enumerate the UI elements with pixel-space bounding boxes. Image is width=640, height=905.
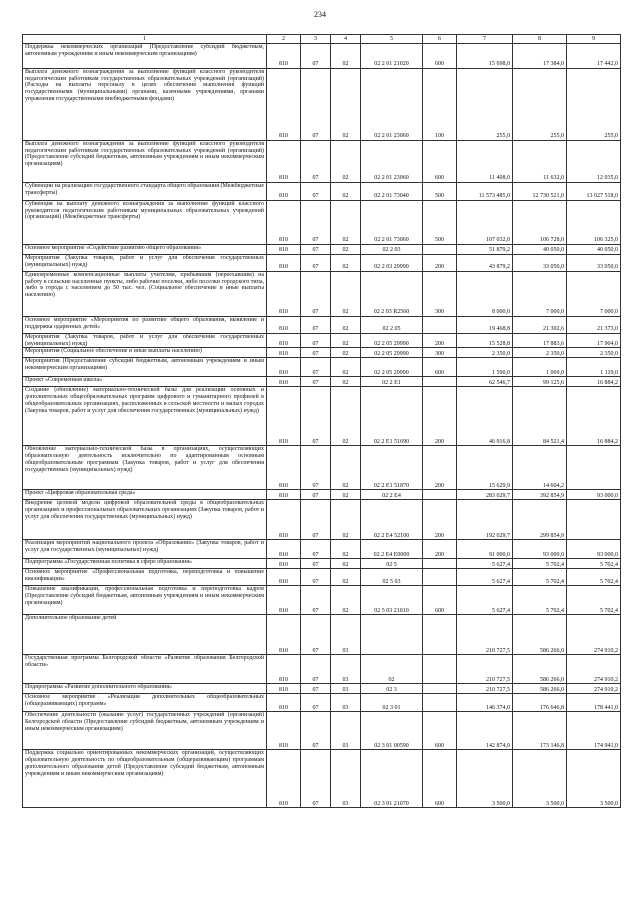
row-cell-c9: 16 884,2 bbox=[567, 387, 621, 446]
row-cell-c9: 5 702,4 bbox=[567, 569, 621, 586]
column-header: 5 bbox=[361, 35, 423, 44]
row-cell-c5: 02 2 05 bbox=[361, 317, 423, 334]
page-number: 234 bbox=[314, 10, 326, 19]
row-cell-c5: 02 2 E1 bbox=[361, 377, 423, 387]
row-cell-c7: 8 000,0 bbox=[457, 272, 513, 317]
row-cell-c6: 200 bbox=[423, 500, 457, 540]
row-cell-c3: 07 bbox=[301, 358, 331, 377]
table-row bbox=[23, 358, 621, 377]
row-cell-c8: 392 854,9 bbox=[513, 490, 567, 500]
row-cell-c7: 1 590,0 bbox=[457, 358, 513, 377]
row-cell-c2: 810 bbox=[267, 141, 301, 183]
row-description: Субвенция на выплату денежного вознаграждения за выполнение функций классного руководителя педагогическим работникам муниципальных образовательных учреждений (организаций) (Межбюджетные трансферты) bbox=[23, 201, 267, 245]
row-description: Государственная программа Белгородской области «Развитие образования Белгородской области» bbox=[23, 655, 267, 684]
row-cell-c3: 07 bbox=[301, 272, 331, 317]
row-cell-c8: 33 050,0 bbox=[513, 255, 567, 272]
row-cell-c8: 93 000,0 bbox=[513, 540, 567, 559]
row-cell-c9: 3 500,0 bbox=[567, 750, 621, 808]
row-cell-c7: 5 627,4 bbox=[457, 559, 513, 569]
table-row bbox=[23, 446, 621, 490]
row-cell-c4: 03 bbox=[331, 655, 361, 684]
row-cell-c5 bbox=[361, 615, 423, 655]
row-cell-c8: 586 266,0 bbox=[513, 684, 567, 694]
row-cell-c9: 255,0 bbox=[567, 69, 621, 141]
row-cell-c2: 810 bbox=[267, 334, 301, 348]
row-cell-c6: 300 bbox=[423, 272, 457, 317]
row-cell-c6: 600 bbox=[423, 141, 457, 183]
row-cell-c3: 07 bbox=[301, 712, 331, 750]
row-cell-c2: 810 bbox=[267, 245, 301, 255]
table-row bbox=[23, 334, 621, 348]
row-cell-c8: 299 854,9 bbox=[513, 500, 567, 540]
row-cell-c7: 146 374,0 bbox=[457, 694, 513, 712]
row-cell-c4: 03 bbox=[331, 615, 361, 655]
column-header: 6 bbox=[423, 35, 457, 44]
row-cell-c7: 91 000,0 bbox=[457, 540, 513, 559]
row-cell-c5: 02 2 01 73060 bbox=[361, 201, 423, 245]
budget-table bbox=[22, 34, 621, 808]
row-cell-c6 bbox=[423, 684, 457, 694]
row-cell-c5: 02 2 05 29990 bbox=[361, 334, 423, 348]
row-cell-c3: 07 bbox=[301, 387, 331, 446]
row-cell-c8: 14 604,2 bbox=[513, 446, 567, 490]
row-cell-c6 bbox=[423, 245, 457, 255]
row-cell-c6: 600 bbox=[423, 358, 457, 377]
row-cell-c6: 600 bbox=[423, 712, 457, 750]
row-cell-c9: 12 035,0 bbox=[567, 141, 621, 183]
row-cell-c3: 07 bbox=[301, 559, 331, 569]
row-cell-c4: 02 bbox=[331, 334, 361, 348]
row-cell-c3: 07 bbox=[301, 540, 331, 559]
row-cell-c4: 02 bbox=[331, 559, 361, 569]
row-cell-c2: 810 bbox=[267, 377, 301, 387]
row-cell-c2: 810 bbox=[267, 44, 301, 69]
row-cell-c9: 17 904,0 bbox=[567, 334, 621, 348]
row-cell-c6: 500 bbox=[423, 183, 457, 201]
row-cell-c4: 02 bbox=[331, 586, 361, 615]
row-cell-c3: 07 bbox=[301, 569, 331, 586]
row-cell-c3: 07 bbox=[301, 69, 331, 141]
row-cell-c2: 810 bbox=[267, 387, 301, 446]
row-cell-c9: 40 050,0 bbox=[567, 245, 621, 255]
row-description: Обновление материально-технической базы в организациях, осуществляющих образовательную деятельность исключительно по адаптированным основным общеобразовательным программам (Закупка товаров, работ и услуг для обеспечения государственных (муниципальных) нужд) bbox=[23, 446, 267, 490]
row-cell-c3: 07 bbox=[301, 490, 331, 500]
table-row bbox=[23, 586, 621, 615]
row-cell-c8: 3 500,0 bbox=[513, 750, 567, 808]
row-cell-c3: 07 bbox=[301, 750, 331, 808]
row-description: Мероприятия (Закупка товаров, работ и услуг для обеспечения государственных (муниципальных) нужд) bbox=[23, 334, 267, 348]
row-cell-c3: 07 bbox=[301, 317, 331, 334]
row-cell-c8: 586 266,0 bbox=[513, 655, 567, 684]
row-cell-c3: 07 bbox=[301, 377, 331, 387]
row-cell-c3: 07 bbox=[301, 500, 331, 540]
row-cell-c2: 810 bbox=[267, 684, 301, 694]
row-cell-c5: 02 3 bbox=[361, 684, 423, 694]
row-cell-c5: 02 2 E4 E0000 bbox=[361, 540, 423, 559]
row-cell-c4: 02 bbox=[331, 358, 361, 377]
row-cell-c3: 07 bbox=[301, 334, 331, 348]
row-cell-c4: 02 bbox=[331, 44, 361, 69]
column-header: 2 bbox=[267, 35, 301, 44]
row-cell-c7: 3 500,0 bbox=[457, 750, 513, 808]
row-cell-c8: 2 350,0 bbox=[513, 348, 567, 358]
row-cell-c7: 15 629,9 bbox=[457, 446, 513, 490]
row-cell-c6: 600 bbox=[423, 586, 457, 615]
row-cell-c5: 02 3 01 bbox=[361, 694, 423, 712]
row-cell-c4: 03 bbox=[331, 684, 361, 694]
row-cell-c4: 02 bbox=[331, 245, 361, 255]
row-cell-c9: 2 350,0 bbox=[567, 348, 621, 358]
row-cell-c3: 07 bbox=[301, 141, 331, 183]
row-cell-c8: 21 302,6 bbox=[513, 317, 567, 334]
row-cell-c7: 210 727,5 bbox=[457, 684, 513, 694]
row-cell-c7: 192 029,7 bbox=[457, 500, 513, 540]
row-cell-c7: 19 468,8 bbox=[457, 317, 513, 334]
row-cell-c6 bbox=[423, 377, 457, 387]
row-cell-c9: 274 910,2 bbox=[567, 615, 621, 655]
row-description: Выплата денежного вознаграждения за выполнение функций классного руководителя педагогическим работникам государственных образовательных учреждений (организаций) (Предоставление субсидий бюджетным, автономным учреждениям и иным некоммерческим организациям) bbox=[23, 141, 267, 183]
row-cell-c5: 02 bbox=[361, 655, 423, 684]
row-cell-c2: 810 bbox=[267, 655, 301, 684]
row-cell-c9: 174 941,0 bbox=[567, 712, 621, 750]
row-cell-c7: 11 573 485,0 bbox=[457, 183, 513, 201]
row-cell-c8: 586 266,0 bbox=[513, 615, 567, 655]
row-cell-c7: 51 879,2 bbox=[457, 245, 513, 255]
row-cell-c4: 02 bbox=[331, 183, 361, 201]
table-row bbox=[23, 201, 621, 245]
table-row bbox=[23, 684, 621, 694]
row-cell-c8: 106 728,0 bbox=[513, 201, 567, 245]
table-row bbox=[23, 712, 621, 750]
row-cell-c3: 07 bbox=[301, 255, 331, 272]
row-cell-c6: 200 bbox=[423, 255, 457, 272]
row-cell-c5: 02 3 01 21070 bbox=[361, 750, 423, 808]
row-cell-c6: 600 bbox=[423, 44, 457, 69]
table-row bbox=[23, 387, 621, 446]
row-cell-c9: 21 373,0 bbox=[567, 317, 621, 334]
row-cell-c9: 5 702,4 bbox=[567, 586, 621, 615]
row-cell-c4: 02 bbox=[331, 569, 361, 586]
row-description: Единовременные компенсационные выплаты учителям, прибывшим (переехавшим) на работу в сельские населенные пункты, либо рабочие поселки, либо поселки городского типа, либо в города с населением до 50 тыс. чел. (Социальное обеспечение и иные выплаты населению) bbox=[23, 272, 267, 317]
row-cell-c5: 02 2 03 29990 bbox=[361, 255, 423, 272]
row-cell-c8: 176 646,8 bbox=[513, 694, 567, 712]
row-cell-c4: 03 bbox=[331, 694, 361, 712]
table-row bbox=[23, 272, 621, 317]
table-row bbox=[23, 490, 621, 500]
row-cell-c6: 200 bbox=[423, 540, 457, 559]
row-cell-c6 bbox=[423, 615, 457, 655]
row-cell-c5: 02 2 01 21020 bbox=[361, 44, 423, 69]
row-cell-c3: 07 bbox=[301, 44, 331, 69]
row-description: Основное мероприятие «Содействие развитию общего образования» bbox=[23, 245, 267, 255]
row-cell-c4: 03 bbox=[331, 712, 361, 750]
row-cell-c8: 7 000,0 bbox=[513, 272, 567, 317]
row-cell-c5: 02 2 01 23060 bbox=[361, 69, 423, 141]
row-cell-c3: 07 bbox=[301, 183, 331, 201]
row-cell-c2: 810 bbox=[267, 69, 301, 141]
row-cell-c7: 46 916,8 bbox=[457, 387, 513, 446]
row-cell-c2: 810 bbox=[267, 255, 301, 272]
row-cell-c9: 93 000,0 bbox=[567, 490, 621, 500]
table-row bbox=[23, 44, 621, 69]
row-cell-c6: 600 bbox=[423, 750, 457, 808]
row-cell-c9 bbox=[567, 446, 621, 490]
row-cell-c9: 5 702,4 bbox=[567, 559, 621, 569]
row-cell-c4: 02 bbox=[331, 446, 361, 490]
row-cell-c2: 810 bbox=[267, 540, 301, 559]
row-cell-c7: 107 032,0 bbox=[457, 201, 513, 245]
row-cell-c4: 03 bbox=[331, 750, 361, 808]
row-cell-c7: 62 546,7 bbox=[457, 377, 513, 387]
table-row bbox=[23, 69, 621, 141]
row-cell-c5: 02 2 E1 51690 bbox=[361, 387, 423, 446]
row-cell-c4: 02 bbox=[331, 500, 361, 540]
row-description: Мероприятия (Предоставление субсидий бюджетным, автономным учреждениям и иным некоммерческим организациям) bbox=[23, 358, 267, 377]
row-cell-c6 bbox=[423, 559, 457, 569]
row-description: Мероприятия (Социальное обеспечение и иные выплаты населению) bbox=[23, 348, 267, 358]
row-description: Дополнительное образование детей bbox=[23, 615, 267, 655]
row-cell-c9: 274 910,2 bbox=[567, 655, 621, 684]
row-cell-c7: 43 879,2 bbox=[457, 255, 513, 272]
row-cell-c4: 02 bbox=[331, 540, 361, 559]
row-cell-c6: 100 bbox=[423, 69, 457, 141]
row-cell-c2: 810 bbox=[267, 201, 301, 245]
row-cell-c3: 07 bbox=[301, 201, 331, 245]
row-cell-c8: 255,0 bbox=[513, 69, 567, 141]
row-description: Повышение квалификации, профессиональная подготовка и переподготовка кадров (Предоставление субсидий бюджетным, автономным учреждениям и иным некоммерческим организациям) bbox=[23, 586, 267, 615]
row-cell-c7: 283 029,7 bbox=[457, 490, 513, 500]
row-cell-c8: 17 883,6 bbox=[513, 334, 567, 348]
row-cell-c2: 810 bbox=[267, 586, 301, 615]
row-cell-c3: 07 bbox=[301, 615, 331, 655]
table-row bbox=[23, 569, 621, 586]
column-header: 3 bbox=[301, 35, 331, 44]
row-cell-c2: 810 bbox=[267, 615, 301, 655]
row-cell-c4: 02 bbox=[331, 317, 361, 334]
table-row bbox=[23, 540, 621, 559]
row-description: Поддержка социально ориентированных некоммерческих организаций, осуществляющих образовательную деятельность по общеобразовательным (общеразвивающим) программам дополнительного образования детей (Предоставление субсидий бюджетным, автономным учреждениям и иным некоммерческим организациям) bbox=[23, 750, 267, 808]
row-cell-c2: 810 bbox=[267, 569, 301, 586]
row-cell-c5: 02 3 01 00590 bbox=[361, 712, 423, 750]
row-cell-c2: 810 bbox=[267, 272, 301, 317]
row-cell-c9: 93 000,0 bbox=[567, 540, 621, 559]
table-row bbox=[23, 377, 621, 387]
row-description: Подпрограмма «Государственная политика в сфере образования» bbox=[23, 559, 267, 569]
row-cell-c9: 13 027 518,0 bbox=[567, 183, 621, 201]
row-cell-c7: 210 727,5 bbox=[457, 655, 513, 684]
row-cell-c9 bbox=[567, 500, 621, 540]
row-cell-c3: 07 bbox=[301, 446, 331, 490]
table-row bbox=[23, 500, 621, 540]
row-cell-c7: 15 698,0 bbox=[457, 44, 513, 69]
row-description: Основное мероприятие «Реализация дополнительных общеобразовательных (общеразвивающих) программ» bbox=[23, 694, 267, 712]
row-cell-c9: 33 050,0 bbox=[567, 255, 621, 272]
table-row bbox=[23, 245, 621, 255]
row-cell-c4: 02 bbox=[331, 201, 361, 245]
table-row bbox=[23, 317, 621, 334]
row-cell-c7: 255,0 bbox=[457, 69, 513, 141]
row-cell-c7: 11 408,0 bbox=[457, 141, 513, 183]
row-cell-c8: 40 050,0 bbox=[513, 245, 567, 255]
column-header: 8 bbox=[513, 35, 567, 44]
row-cell-c2: 810 bbox=[267, 348, 301, 358]
table-row bbox=[23, 615, 621, 655]
row-cell-c5: 02 2 01 23060 bbox=[361, 141, 423, 183]
row-description: Реализация мероприятий национального проекта «Образование» (Закупка товаров, работ и услуг для государственных (муниципальных) нужд) bbox=[23, 540, 267, 559]
column-header: 7 bbox=[457, 35, 513, 44]
row-cell-c9: 106 325,0 bbox=[567, 201, 621, 245]
row-description: Основное мероприятие «Профессиональная подготовка, переподготовка и повышение квалификации» bbox=[23, 569, 267, 586]
row-cell-c2: 810 bbox=[267, 358, 301, 377]
row-cell-c3: 07 bbox=[301, 245, 331, 255]
row-cell-c5: 02 2 E4 52100 bbox=[361, 500, 423, 540]
row-cell-c9: 1 119,0 bbox=[567, 358, 621, 377]
row-cell-c4: 02 bbox=[331, 272, 361, 317]
table-row bbox=[23, 559, 621, 569]
row-description: Субвенции на реализацию государственного стандарта общего образования (Межбюджетные трансферты) bbox=[23, 183, 267, 201]
row-description: Подпрограмма «Развитие дополнительного образования» bbox=[23, 684, 267, 694]
row-cell-c2: 810 bbox=[267, 446, 301, 490]
table-row bbox=[23, 655, 621, 684]
row-cell-c9: 274 910,2 bbox=[567, 684, 621, 694]
row-cell-c8: 5 702,4 bbox=[513, 569, 567, 586]
row-cell-c6 bbox=[423, 317, 457, 334]
row-description: Выплата денежного вознаграждения за выполнение функций классного руководителя педагогическим работникам государственных образовательных учреждений (организаций) (Расходы на выплаты персоналу в целях обеспечения выполнения функций государственными (муниципальными) органами, казенными учреждениями, органами управления государственными внебюджетными фондами) bbox=[23, 69, 267, 141]
row-cell-c4: 02 bbox=[331, 387, 361, 446]
row-cell-c7: 15 528,8 bbox=[457, 334, 513, 348]
row-cell-c7: 5 627,4 bbox=[457, 586, 513, 615]
row-description: Мероприятия (Закупка товаров, работ и услуг для обеспечения государственных (муниципальных) нужд) bbox=[23, 255, 267, 272]
row-cell-c2: 810 bbox=[267, 694, 301, 712]
row-cell-c6 bbox=[423, 490, 457, 500]
row-cell-c3: 07 bbox=[301, 694, 331, 712]
row-cell-c2: 810 bbox=[267, 559, 301, 569]
row-cell-c2: 810 bbox=[267, 183, 301, 201]
row-cell-c4: 02 bbox=[331, 69, 361, 141]
row-cell-c2: 810 bbox=[267, 490, 301, 500]
row-description: Проект «Цифровая образовательная среда» bbox=[23, 490, 267, 500]
table-row bbox=[23, 694, 621, 712]
row-cell-c2: 810 bbox=[267, 317, 301, 334]
row-cell-c8: 84 521,4 bbox=[513, 387, 567, 446]
row-cell-c6: 200 bbox=[423, 387, 457, 446]
row-cell-c5: 02 2 03 bbox=[361, 245, 423, 255]
row-cell-c5: 02 5 03 bbox=[361, 569, 423, 586]
column-header: 9 bbox=[567, 35, 621, 44]
row-cell-c2: 810 bbox=[267, 750, 301, 808]
row-cell-c9: 178 441,0 bbox=[567, 694, 621, 712]
row-cell-c4: 02 bbox=[331, 490, 361, 500]
row-cell-c8: 17 384,0 bbox=[513, 44, 567, 69]
row-cell-c9: 17 442,0 bbox=[567, 44, 621, 69]
row-description: Обеспечение деятельности (оказание услуг) государственных учреждений (организаций) Белгородской области (Предоставление субсидий бюджетным, автономным учреждениям и иным некоммерческим организациям) bbox=[23, 712, 267, 750]
row-cell-c5: 02 2 03 R2560 bbox=[361, 272, 423, 317]
row-cell-c8: 11 632,0 bbox=[513, 141, 567, 183]
row-cell-c5: 02 2 05 29990 bbox=[361, 348, 423, 358]
row-cell-c5: 02 2 01 73040 bbox=[361, 183, 423, 201]
row-cell-c6: 500 bbox=[423, 201, 457, 245]
row-cell-c8: 5 702,4 bbox=[513, 559, 567, 569]
row-cell-c7: 2 350,0 bbox=[457, 348, 513, 358]
row-cell-c4: 02 bbox=[331, 255, 361, 272]
row-cell-c2: 810 bbox=[267, 712, 301, 750]
table-row bbox=[23, 183, 621, 201]
table-row bbox=[23, 750, 621, 808]
row-cell-c7: 5 627,4 bbox=[457, 569, 513, 586]
table-row bbox=[23, 255, 621, 272]
row-cell-c8: 12 730 521,0 bbox=[513, 183, 567, 201]
row-cell-c5: 02 2 05 29990 bbox=[361, 358, 423, 377]
row-cell-c6: 300 bbox=[423, 348, 457, 358]
row-description: Внедрение целевой модели цифровой образовательной среды в общеобразовательных организациях и профессиональных образовательных организациях (Закупка товаров, работ и услуг для обеспечения государственных (муниципальных) нужд) bbox=[23, 500, 267, 540]
row-cell-c7: 210 727,5 bbox=[457, 615, 513, 655]
row-cell-c4: 02 bbox=[331, 348, 361, 358]
row-cell-c5: 02 5 bbox=[361, 559, 423, 569]
row-description: Создание (обновление) материально-технической базы для реализации основных и дополнительных общеобразовательных программ цифрового и гуманитарного профилей в общеобразовательных организациях, расположенных в сельской местности и малых городах (Закупка товаров, работ и услуг для обеспечения государственных (муниципальных) нужд) bbox=[23, 387, 267, 446]
row-cell-c8: 5 702,4 bbox=[513, 586, 567, 615]
row-description: Основное мероприятие «Мероприятия по развитию общего образования, выявление и поддержка одаренных детей» bbox=[23, 317, 267, 334]
row-cell-c8: 1 069,0 bbox=[513, 358, 567, 377]
row-cell-c3: 07 bbox=[301, 348, 331, 358]
row-cell-c9: 16 884,2 bbox=[567, 377, 621, 387]
row-cell-c9: 7 000,0 bbox=[567, 272, 621, 317]
column-header: 1 bbox=[23, 35, 267, 44]
row-cell-c5: 02 5 03 21010 bbox=[361, 586, 423, 615]
row-cell-c8: 99 125,6 bbox=[513, 377, 567, 387]
row-cell-c2: 810 bbox=[267, 500, 301, 540]
row-cell-c3: 07 bbox=[301, 655, 331, 684]
table-header-row bbox=[23, 35, 621, 44]
row-cell-c6 bbox=[423, 655, 457, 684]
row-cell-c6: 200 bbox=[423, 334, 457, 348]
row-cell-c6: 200 bbox=[423, 446, 457, 490]
row-cell-c4: 02 bbox=[331, 377, 361, 387]
column-header: 4 bbox=[331, 35, 361, 44]
table-row bbox=[23, 348, 621, 358]
row-description: Проект «Современная школа» bbox=[23, 377, 267, 387]
row-cell-c8: 173 146,8 bbox=[513, 712, 567, 750]
table-row bbox=[23, 141, 621, 183]
row-cell-c3: 07 bbox=[301, 684, 331, 694]
row-cell-c5: 02 2 E1 51870 bbox=[361, 446, 423, 490]
row-cell-c5: 02 2 E4 bbox=[361, 490, 423, 500]
row-cell-c7: 142 874,0 bbox=[457, 712, 513, 750]
row-cell-c6 bbox=[423, 694, 457, 712]
row-description: Поддержка некоммерческих организаций (Предоставление субсидий бюджетным, автономным учреждениям и иным некоммерческим организациям) bbox=[23, 44, 267, 69]
row-cell-c4: 02 bbox=[331, 141, 361, 183]
row-cell-c6 bbox=[423, 569, 457, 586]
row-cell-c3: 07 bbox=[301, 586, 331, 615]
